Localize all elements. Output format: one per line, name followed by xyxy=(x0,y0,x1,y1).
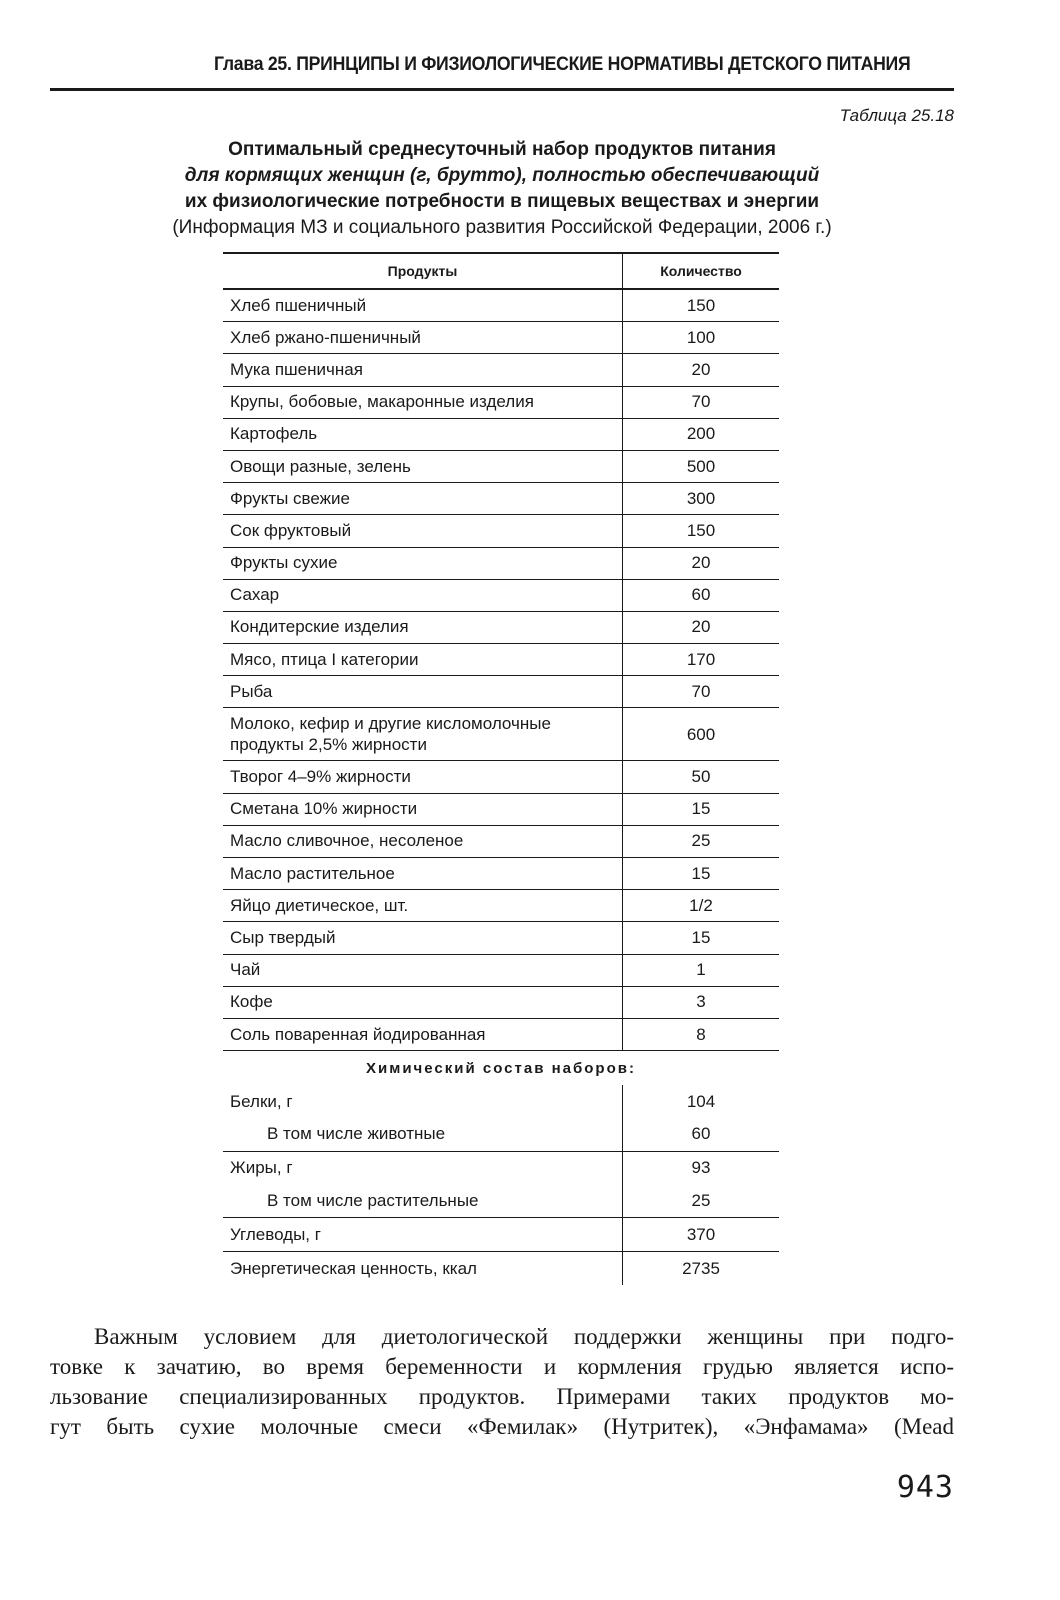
table-row xyxy=(223,708,779,761)
chem-name: В том числе растительные xyxy=(223,1185,623,1218)
chem-row xyxy=(223,1152,779,1185)
product-name: Фрукты сухие xyxy=(223,548,623,579)
product-qty: 170 xyxy=(686,649,716,669)
table-row xyxy=(223,676,779,708)
product-qty: 150 xyxy=(686,520,716,540)
header-rule xyxy=(50,88,954,91)
product-name: Хлеб ржано-пшеничный xyxy=(223,322,623,353)
chem-row xyxy=(223,1185,779,1219)
product-name: Кондитерские изделия xyxy=(223,612,623,643)
chem-value: 25 xyxy=(691,1190,711,1210)
table-row xyxy=(223,761,779,793)
caption-line-2 xyxy=(50,163,954,189)
product-name: Картофель xyxy=(223,419,623,450)
product-qty: 600 xyxy=(686,724,716,744)
table-row xyxy=(223,548,779,580)
table-row xyxy=(223,644,779,676)
product-qty: 8 xyxy=(696,1024,706,1044)
table-row xyxy=(223,987,779,1019)
chem-name: Углеводы, г xyxy=(223,1218,623,1251)
chem-name: Энергетическая ценность, ккал xyxy=(223,1252,623,1285)
product-name: Овощи разные, зелень xyxy=(223,451,623,482)
body-line: льзование специализированных продуктов. Примерами таких продуктов мо- xyxy=(50,1384,954,1409)
table-caption xyxy=(50,137,954,241)
product-qty: 15 xyxy=(691,927,711,947)
table-row xyxy=(223,955,779,987)
product-qty: 15 xyxy=(691,799,711,819)
col-header-quantity: Количество xyxy=(660,263,742,279)
product-qty: 70 xyxy=(691,392,711,412)
product-qty: 150 xyxy=(686,295,716,315)
chem-name: Белки, г xyxy=(223,1085,623,1118)
chem-row xyxy=(223,1118,779,1152)
product-name: Масло растительное xyxy=(223,858,623,889)
chem-row xyxy=(223,1252,779,1285)
chem-value: 104 xyxy=(686,1091,716,1111)
body-line: товке к зачатию, во время беременности и кормления грудью является испо- xyxy=(50,1354,954,1379)
caption-line-2a: для кормящих женщин (г, брутто), xyxy=(184,165,528,186)
chem-row xyxy=(223,1085,779,1118)
product-name: Сметана 10% жирности xyxy=(223,794,623,825)
product-name: Кофе xyxy=(223,987,623,1018)
chem-value: 2735 xyxy=(682,1258,720,1278)
running-title: Глава 25. ПРИНЦИПЫ И ФИЗИОЛОГИЧЕСКИЕ НОРМАТИВЫ ДЕТСКОГО ПИТАНИЯ xyxy=(214,54,911,75)
product-qty: 20 xyxy=(691,359,711,379)
table-row xyxy=(223,858,779,890)
chem-name: В том числе животные xyxy=(223,1118,623,1151)
table-row xyxy=(223,322,779,354)
product-name: Сыр твердый xyxy=(223,922,623,953)
product-name xyxy=(223,708,623,760)
page-number: 943 xyxy=(896,1470,954,1505)
product-name: Сахар xyxy=(223,580,623,611)
product-name: Рыба xyxy=(223,676,623,707)
body-line: Важным условием для диетологической поддержки женщины при подго- xyxy=(94,1324,954,1349)
product-name: Творог 4–9% жирности xyxy=(223,761,623,792)
product-name: Мясо, птица I категории xyxy=(223,644,623,675)
product-name: Масло сливочное, несоленое xyxy=(223,826,623,857)
table-row xyxy=(223,483,779,515)
table-row xyxy=(223,515,779,547)
caption-line-4: (Информация МЗ и социального развития Российской Федерации, 2006 г.) xyxy=(172,217,832,238)
product-qty: 200 xyxy=(686,424,716,444)
products-table xyxy=(223,252,779,1285)
product-name: Соль поваренная йодированная xyxy=(223,1019,623,1050)
product-qty: 20 xyxy=(691,553,711,573)
table-row xyxy=(223,451,779,483)
product-qty: 1 xyxy=(696,960,706,980)
product-name: Фрукты свежие xyxy=(223,483,623,514)
product-name: Мука пшеничная xyxy=(223,354,623,385)
table-row xyxy=(223,580,779,612)
table-label: Таблица 25.18 xyxy=(839,106,954,125)
caption-line-1: Оптимальный среднесуточный набор продуктов питания xyxy=(228,139,776,160)
chem-composition-header: Химический состав наборов: xyxy=(366,1059,636,1077)
chem-row xyxy=(223,1218,779,1252)
table-row xyxy=(223,826,779,858)
chem-name: Жиры, г xyxy=(223,1152,623,1185)
product-qty: 1/2 xyxy=(689,895,713,915)
product-name-line-2: продукты 2,5% жирности xyxy=(230,735,427,755)
chem-value: 370 xyxy=(686,1224,716,1244)
product-name: Сок фруктовый xyxy=(223,515,623,546)
chem-value: 60 xyxy=(691,1124,711,1144)
chem-value: 93 xyxy=(691,1158,711,1178)
body-paragraph xyxy=(50,1322,954,1442)
product-name: Хлеб пшеничный xyxy=(223,290,623,321)
product-qty: 500 xyxy=(686,456,716,476)
table-row xyxy=(223,890,779,922)
table-row xyxy=(223,290,779,322)
body-line: гут быть сухие молочные смеси «Фемилак» (Нутритек), «Энфамама» (Mead xyxy=(50,1414,954,1439)
table-row xyxy=(223,1019,779,1051)
table-row xyxy=(223,922,779,954)
table-row xyxy=(223,419,779,451)
product-qty: 70 xyxy=(691,681,711,701)
caption-line-2b: полностью обеспечивающий xyxy=(532,165,820,186)
product-qty: 15 xyxy=(691,863,711,883)
product-qty: 25 xyxy=(691,831,711,851)
caption-line-3: их физиологические потребности в пищевых веществах и энергии xyxy=(184,191,820,212)
product-qty: 60 xyxy=(691,585,711,605)
product-qty: 50 xyxy=(691,767,711,787)
col-header-products: Продукты xyxy=(223,254,623,288)
product-name-line-1: Молоко, кефир и другие кисломолочные xyxy=(230,714,551,734)
table-row xyxy=(223,387,779,419)
product-name: Крупы, бобовые, макаронные изделия xyxy=(223,387,623,418)
table-row xyxy=(223,612,779,644)
product-qty: 300 xyxy=(686,488,716,508)
table-header-row xyxy=(223,252,779,290)
table-row xyxy=(223,354,779,386)
product-name: Яйцо диетическое, шт. xyxy=(223,890,623,921)
product-name: Чай xyxy=(223,955,623,986)
table-row xyxy=(223,794,779,826)
product-qty: 3 xyxy=(696,992,706,1012)
product-qty: 100 xyxy=(686,327,716,347)
product-qty: 20 xyxy=(691,617,711,637)
